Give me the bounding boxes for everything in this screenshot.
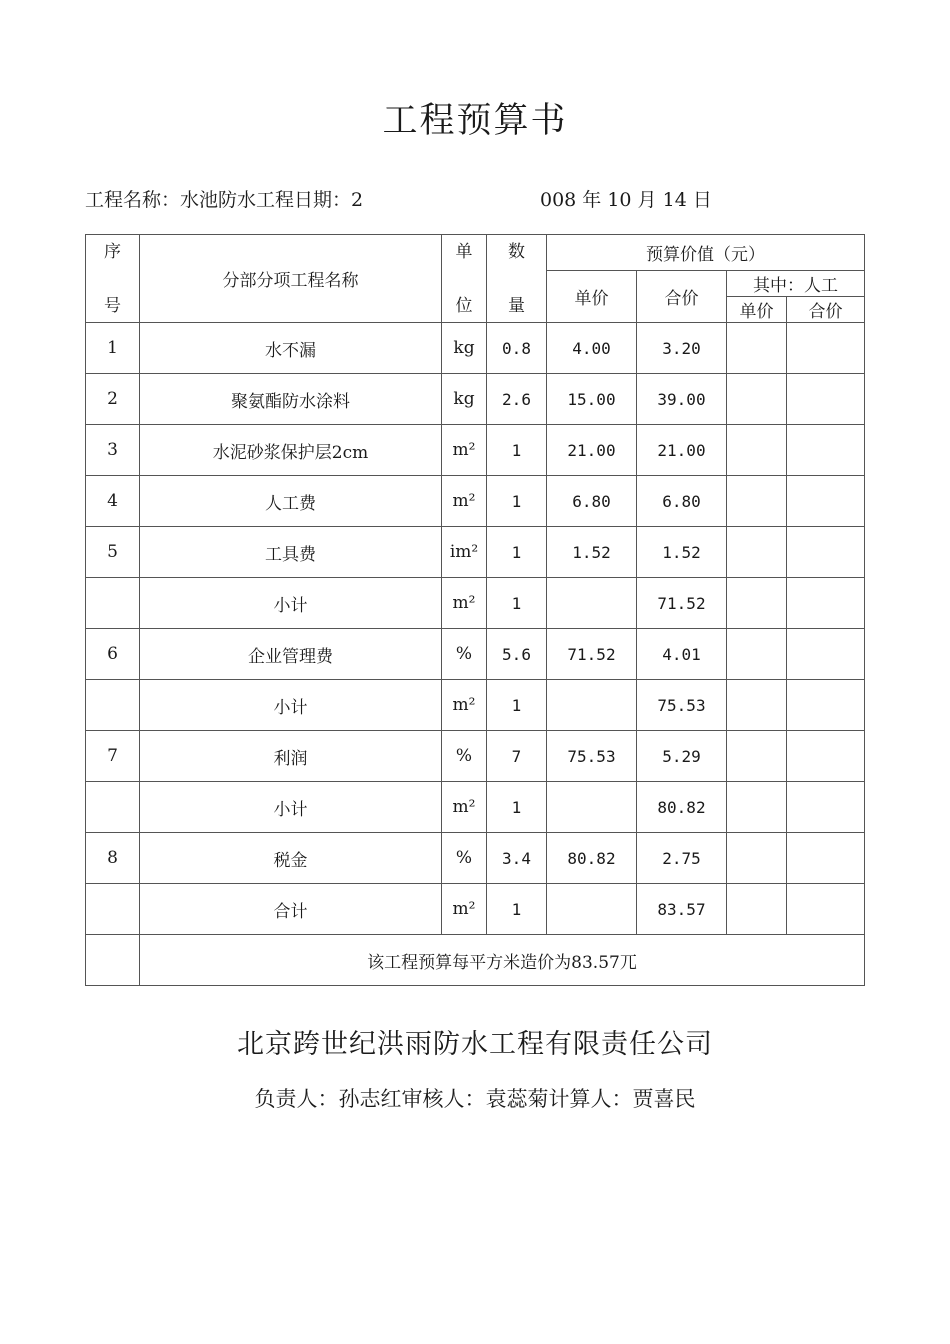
row-seq [86, 782, 140, 833]
row-quantity: 1 [487, 884, 547, 935]
row-item-name: 企业管理费 [140, 629, 442, 680]
row-labor-total-price [787, 476, 865, 527]
row-seq: 5 [86, 527, 140, 578]
row-unit: kg [442, 374, 487, 425]
row-unit-price: 15.00 [547, 374, 637, 425]
row-unit: m² [442, 782, 487, 833]
table-row [86, 374, 865, 425]
row-labor-total-price [787, 833, 865, 884]
row-unit-price [547, 680, 637, 731]
row-seq: 8 [86, 833, 140, 884]
row-labor-total-price [787, 374, 865, 425]
summary-seq [86, 935, 140, 986]
row-quantity: 5.6 [487, 629, 547, 680]
table-row [86, 425, 865, 476]
row-item-name: 小计 [140, 680, 442, 731]
row-labor-total-price [787, 629, 865, 680]
row-labor-unit-price [727, 476, 787, 527]
summary-row [86, 935, 865, 986]
row-item-name: 水不漏 [140, 323, 442, 374]
row-seq: 4 [86, 476, 140, 527]
row-quantity: 1 [487, 425, 547, 476]
project-date-value: 008 年 10 月 14 日 [540, 189, 712, 211]
row-labor-total-price [787, 527, 865, 578]
row-total-price: 6.80 [637, 476, 727, 527]
row-quantity: 1 [487, 527, 547, 578]
row-total-price: 1.52 [637, 527, 727, 578]
header-total-price: 合价 [637, 271, 727, 323]
row-total-price: 2.75 [637, 833, 727, 884]
row-unit-price: 80.82 [547, 833, 637, 884]
row-seq [86, 680, 140, 731]
row-unit-price: 1.52 [547, 527, 637, 578]
row-item-name: 利润 [140, 731, 442, 782]
table-row [86, 323, 865, 374]
summary-text: 该工程预算每平方米造价为83.57兀 [140, 935, 865, 986]
table-row [86, 833, 865, 884]
row-item-name: 工具费 [140, 527, 442, 578]
row-seq: 7 [86, 731, 140, 782]
table-row [86, 527, 865, 578]
header-item-name: 分部分项工程名称 [140, 235, 442, 323]
row-quantity: 0.8 [487, 323, 547, 374]
row-total-price: 80.82 [637, 782, 727, 833]
row-quantity: 1 [487, 578, 547, 629]
row-unit-price: 71.52 [547, 629, 637, 680]
header-unit: 单 位 [442, 235, 487, 323]
header-unit-price: 单价 [547, 271, 637, 323]
row-item-name: 水泥砂浆保护层2cm [140, 425, 442, 476]
row-quantity: 7 [487, 731, 547, 782]
row-seq: 2 [86, 374, 140, 425]
row-total-price: 83.57 [637, 884, 727, 935]
row-unit-price: 21.00 [547, 425, 637, 476]
row-quantity: 1 [487, 680, 547, 731]
row-total-price: 3.20 [637, 323, 727, 374]
row-item-name: 小计 [140, 578, 442, 629]
row-labor-unit-price [727, 680, 787, 731]
row-labor-unit-price [727, 782, 787, 833]
row-labor-unit-price [727, 425, 787, 476]
row-labor-total-price [787, 680, 865, 731]
row-unit: m² [442, 578, 487, 629]
row-unit: m² [442, 476, 487, 527]
row-unit-price: 6.80 [547, 476, 637, 527]
project-name-and-date-label: 工程名称：水池防水工程日期：2 [85, 189, 364, 211]
row-labor-total-price [787, 731, 865, 782]
row-total-price: 39.00 [637, 374, 727, 425]
row-seq: 6 [86, 629, 140, 680]
row-seq: 1 [86, 323, 140, 374]
row-unit-price [547, 578, 637, 629]
row-quantity: 1 [487, 476, 547, 527]
table-row [86, 884, 865, 935]
row-labor-unit-price [727, 527, 787, 578]
row-labor-unit-price [727, 731, 787, 782]
row-unit-price: 75.53 [547, 731, 637, 782]
row-unit: % [442, 629, 487, 680]
row-labor-unit-price [727, 833, 787, 884]
row-quantity: 1 [487, 782, 547, 833]
header-budget-value: 预算价值（元） [547, 235, 865, 271]
row-item-name: 税金 [140, 833, 442, 884]
row-unit: % [442, 731, 487, 782]
header-seq: 序 号 [86, 235, 140, 323]
row-item-name: 人工费 [140, 476, 442, 527]
row-unit: kg [442, 323, 487, 374]
row-labor-total-price [787, 425, 865, 476]
row-unit: % [442, 833, 487, 884]
row-item-name: 小计 [140, 782, 442, 833]
row-seq [86, 884, 140, 935]
row-quantity: 3.4 [487, 833, 547, 884]
row-unit: m² [442, 884, 487, 935]
row-unit-price [547, 782, 637, 833]
document-title: 工程预算书 [382, 101, 568, 141]
row-total-price: 71.52 [637, 578, 727, 629]
row-total-price: 4.01 [637, 629, 727, 680]
row-labor-unit-price [727, 374, 787, 425]
row-labor-unit-price [727, 323, 787, 374]
row-quantity: 2.6 [487, 374, 547, 425]
company-name: 北京跨世纪洪雨防水工程有限责任公司 [237, 1029, 713, 1060]
row-seq [86, 578, 140, 629]
row-labor-unit-price [727, 578, 787, 629]
header-labor-group: 其中：人工 [727, 271, 865, 297]
row-labor-total-price [787, 884, 865, 935]
row-total-price: 75.53 [637, 680, 727, 731]
header-labor-total-price: 合价 [787, 297, 865, 323]
row-unit: m² [442, 425, 487, 476]
row-seq: 3 [86, 425, 140, 476]
table-row [86, 680, 865, 731]
budget-table [85, 234, 865, 986]
row-labor-total-price [787, 323, 865, 374]
row-labor-total-price [787, 782, 865, 833]
header-quantity: 数 量 [487, 235, 547, 323]
row-total-price: 5.29 [637, 731, 727, 782]
row-item-name: 合计 [140, 884, 442, 935]
row-unit-price: 4.00 [547, 323, 637, 374]
row-unit: m² [442, 680, 487, 731]
row-labor-total-price [787, 578, 865, 629]
row-unit: im² [442, 527, 487, 578]
table-row [86, 782, 865, 833]
row-labor-unit-price [727, 884, 787, 935]
table-row [86, 476, 865, 527]
header-labor-unit-price: 单价 [727, 297, 787, 323]
table-row [86, 578, 865, 629]
project-meta-line [85, 185, 865, 215]
table-row [86, 629, 865, 680]
signers-line: 负责人：孙志红审核人：袁蕊菊计算人：贾喜民 [254, 1087, 696, 1111]
table-row [86, 731, 865, 782]
row-item-name: 聚氨酯防水涂料 [140, 374, 442, 425]
row-total-price: 21.00 [637, 425, 727, 476]
row-unit-price [547, 884, 637, 935]
row-labor-unit-price [727, 629, 787, 680]
table-header-row-1 [86, 235, 865, 271]
